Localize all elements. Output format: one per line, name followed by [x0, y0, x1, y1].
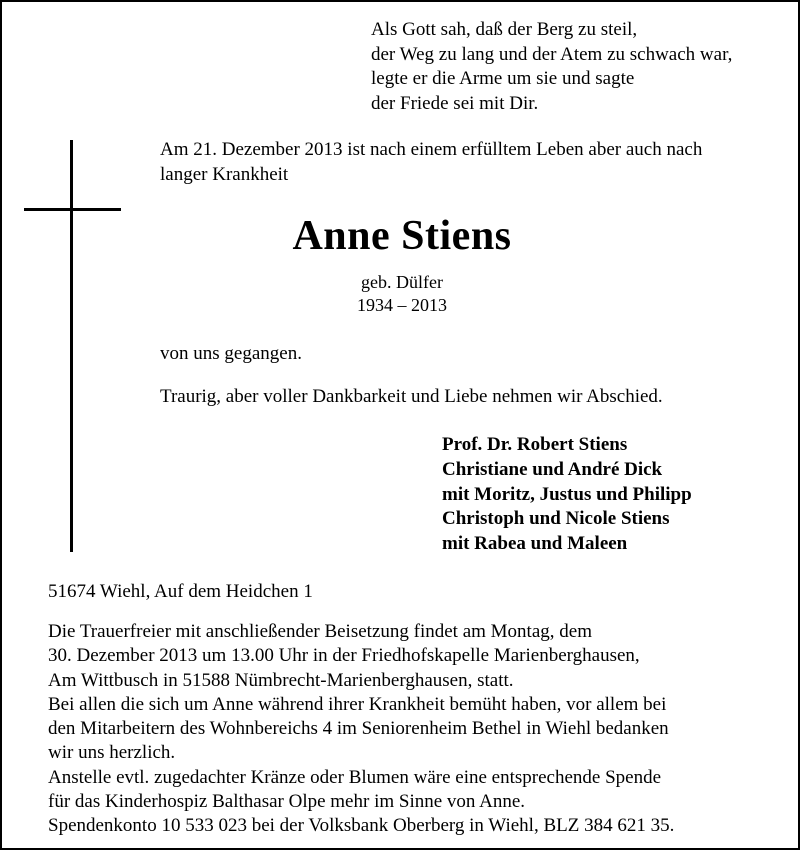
family-line: mit Moritz, Justus und Philipp [442, 483, 692, 505]
intro-line: langer Krankheit [160, 163, 289, 185]
maiden-name: geb. Dülfer [361, 272, 443, 292]
poem-line: der Friede sei mit Dir. [371, 92, 539, 114]
details-line: Am Wittbusch in 51588 Nümbrecht-Marienberghausen, statt. [48, 669, 514, 691]
service-details [48, 620, 674, 839]
family-line: Christiane und André Dick [442, 458, 663, 480]
intro-text [160, 138, 702, 187]
details-line: Bei allen die sich um Anne während ihrer Krankheit bemüht haben, vor allem bei [48, 693, 667, 715]
poem [371, 18, 732, 116]
poem-line: legte er die Arme um sie und sagte [371, 68, 635, 89]
details-line: wir uns herzlich. [48, 742, 176, 764]
details-line: 30. Dezember 2013 um 13.00 Uhr in der Friedhofskapelle Marienberghausen, [48, 645, 640, 667]
poem-line: Als Gott sah, daß der Berg zu steil, [371, 19, 638, 40]
gone-text: von uns gegangen. [160, 343, 302, 364]
intro-line: Am 21. Dezember 2013 ist nach einem erfülltem Leben aber auch nach [160, 139, 703, 160]
details-line: Spendenkonto 10 533 023 bei der Volksbank Oberberg in Wiehl, BLZ 384 621 35. [48, 815, 675, 837]
deceased-name: Anne Stiens [292, 213, 512, 259]
poem-line: der Weg zu lang und der Atem zu schwach war, [371, 43, 733, 65]
details-line: für das Kinderhospiz Balthasar Olpe mehr im Sinne von Anne. [48, 791, 526, 813]
details-line: Anstelle evtl. zugedachter Kränze oder Blumen wäre eine entsprechende Spende [48, 766, 662, 788]
family-signatures [442, 433, 692, 557]
family-line: Prof. Dr. Robert Stiens [442, 434, 628, 455]
family-line: Christoph und Nicole Stiens [442, 508, 670, 530]
address: 51674 Wiehl, Auf dem Heidchen 1 [48, 581, 313, 602]
cross-icon [70, 140, 73, 552]
details-line: Die Trauerfreier mit anschließender Beisetzung findet am Montag, dem [48, 621, 592, 642]
family-line: mit Rabea und Maleen [442, 533, 628, 555]
farewell-text: Traurig, aber voller Dankbarkeit und Liebe nehmen wir Abschied. [160, 386, 663, 407]
details-line: den Mitarbeitern des Wohnbereichs 4 im Seniorenheim Bethel in Wiehl bedanken [48, 718, 669, 740]
life-years: 1934 – 2013 [357, 295, 447, 315]
